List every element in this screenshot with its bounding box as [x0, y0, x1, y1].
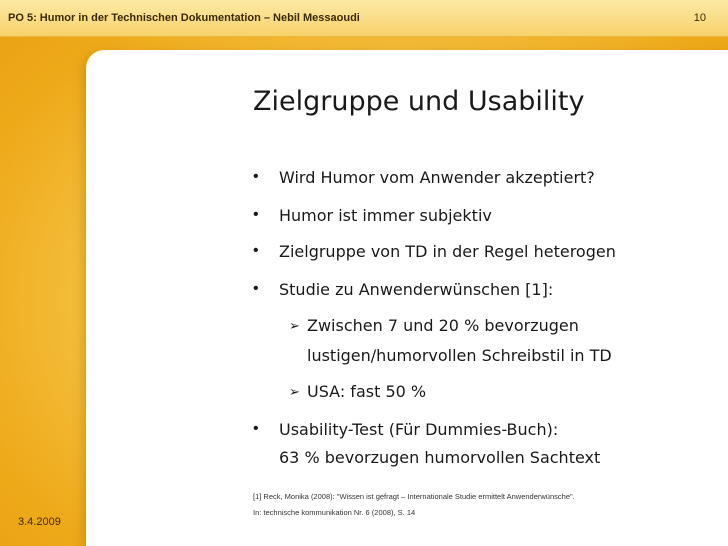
sub-bullet-item: USA: fast 50 % — [307, 382, 427, 401]
bullet-item: Wird Humor vom Anwender akzeptiert? — [279, 168, 595, 187]
bullet-dot-icon: • — [253, 206, 259, 223]
bullet-dot-icon: • — [253, 242, 259, 259]
sub-bullet-item: Zwischen 7 und 20 % bevorzugen — [307, 316, 579, 335]
bullet-item: Usability-Test (Für Dummies-Buch): — [279, 420, 559, 439]
bullet-dot-icon: • — [253, 168, 259, 185]
bullet-dot-icon: • — [253, 420, 259, 437]
bullet-item-continued: 63 % bevorzugen humorvollen Sachtext — [279, 448, 601, 467]
slide-header — [0, 0, 728, 37]
bullet-dot-icon: • — [253, 280, 259, 297]
bullet-item: Humor ist immer subjektiv — [279, 206, 492, 225]
header-title: PO 5: Humor in der Technischen Dokumentation – Nebil Messaoudi — [8, 12, 360, 24]
sub-bullet-item-continued: lustigen/humorvollen Schreibstil in TD — [307, 346, 612, 365]
page-number: 10 — [693, 12, 706, 24]
arrow-right-icon: ➢ — [289, 318, 300, 333]
reference-line: In: technische kommunikation Nr. 6 (2008), S. 14 — [253, 508, 416, 517]
slide-title: Zielgruppe und Usability — [253, 86, 585, 117]
arrow-right-icon: ➢ — [289, 384, 300, 399]
slide-date: 3.4.2009 — [18, 516, 61, 528]
bullet-item: Studie zu Anwenderwünschen [1]: — [279, 280, 554, 299]
reference-line: [1] Reck, Monika (2008): "Wissen ist gefragt – Internationale Studie ermittelt Anwenderwünsche". — [253, 492, 575, 501]
bullet-item: Zielgruppe von TD in der Regel heterogen — [279, 242, 616, 261]
